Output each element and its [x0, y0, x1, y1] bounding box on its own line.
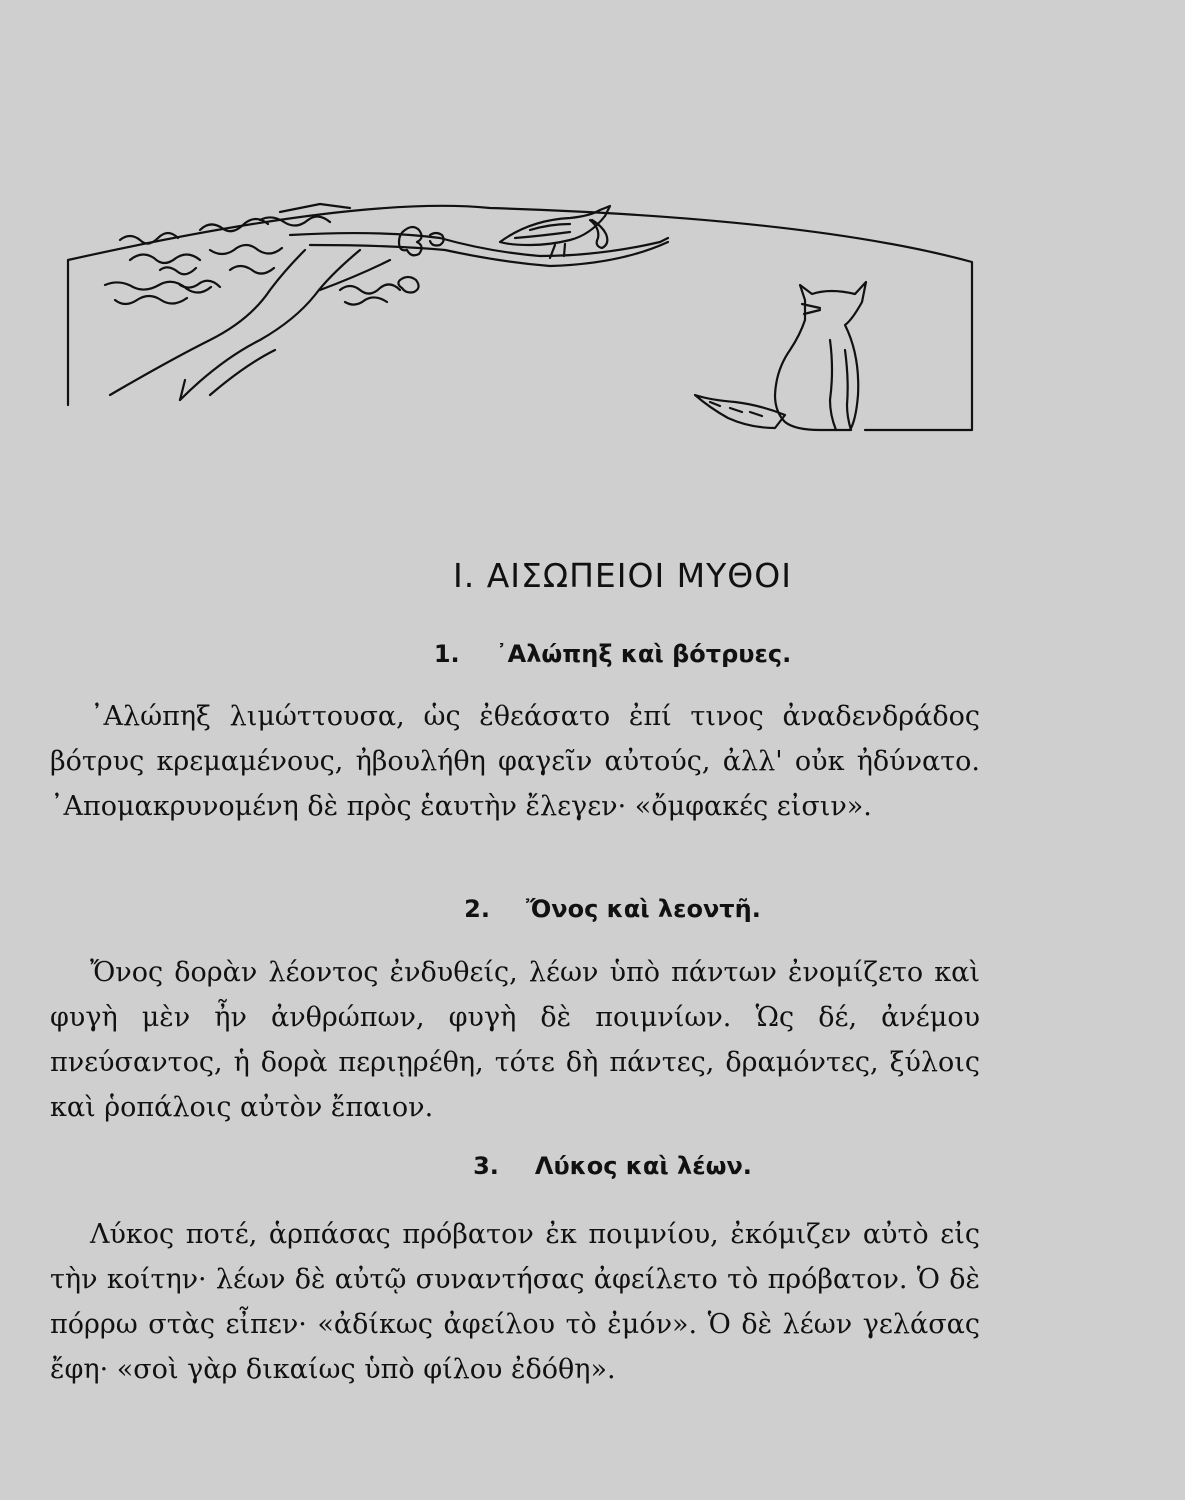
fable-3-title: Λύκος καὶ λέων.: [534, 1152, 752, 1180]
fable-2-heading: [0, 895, 1185, 923]
fable-2-title: Ὄνος καὶ λεοντῆ.: [525, 895, 761, 923]
fable-1-text: ᾿Αλώπηξ λιμώττουσα, ὡς ἐθεάσατο ἐπί τινος ἀναδενδράδος βότρυς κρεμαμένους, ἠβουλήθη φαγεῖν αὐτούς, ἀλλ' οὐκ ἠδύνατο. ᾿Απομακρυνομένη δὲ πρὸς ἑαυτὴν ἔλεγεν· «ὄμφακές εἰσιν».: [50, 701, 980, 822]
fable-2-number: 2.: [464, 895, 490, 923]
foliage: [105, 204, 350, 304]
fable-2-text: Ὄνος δορὰν λέοντος ἐνδυθείς, λέων ὑπὸ πάντων ἐνομίζετο καὶ φυγὴ μὲν ἦν ἀνθρώπων, φυγὴ δὲ ποιμνίων. Ὡς δέ, ἀνέμου πνεύσαντος, ἡ δορὰ περιῃρέθη, τότε δὴ πάντες, δραμόντες, ξύλοις καὶ ῥοπάλοις αὐτὸν ἔπαιον.: [50, 957, 980, 1123]
frame-arch: [68, 206, 972, 430]
fox: [775, 282, 866, 430]
fable-1-heading: [0, 640, 1185, 668]
fable-3-text: Λύκος ποτέ, ἁρπάσας πρόβατον ἐκ ποιμνίου, ἐκόμιζεν αὐτὸ εἰς τὴν κοίτην· λέων δὲ αὐτῷ συναντήσας ἀφείλετο τὸ πρόβατον. Ὁ δὲ πόρρω στὰς εἶπεν· «ἀδίκως ἀφείλου τὸ ἐμόν». Ὁ δὲ λέων γελάσας ἔφη· «σοὶ γὰρ δικαίως ὑπὸ φίλου ἐδόθη».: [50, 1219, 980, 1385]
fable-1-title: ᾿Αλώπηξ καὶ βότρυες.: [495, 640, 792, 668]
tree-trunk: [110, 250, 305, 395]
fable-3-heading: [0, 1152, 1185, 1180]
fox-and-grapes-illustration: [60, 190, 980, 440]
fable-3-number: 3.: [473, 1152, 499, 1180]
grapes: [399, 227, 444, 255]
chapter-title: I. ΑΙΣΩΠΕΙΟΙ ΜΥΘΟΙ: [453, 556, 792, 595]
fable-1-number: 1.: [433, 640, 460, 668]
